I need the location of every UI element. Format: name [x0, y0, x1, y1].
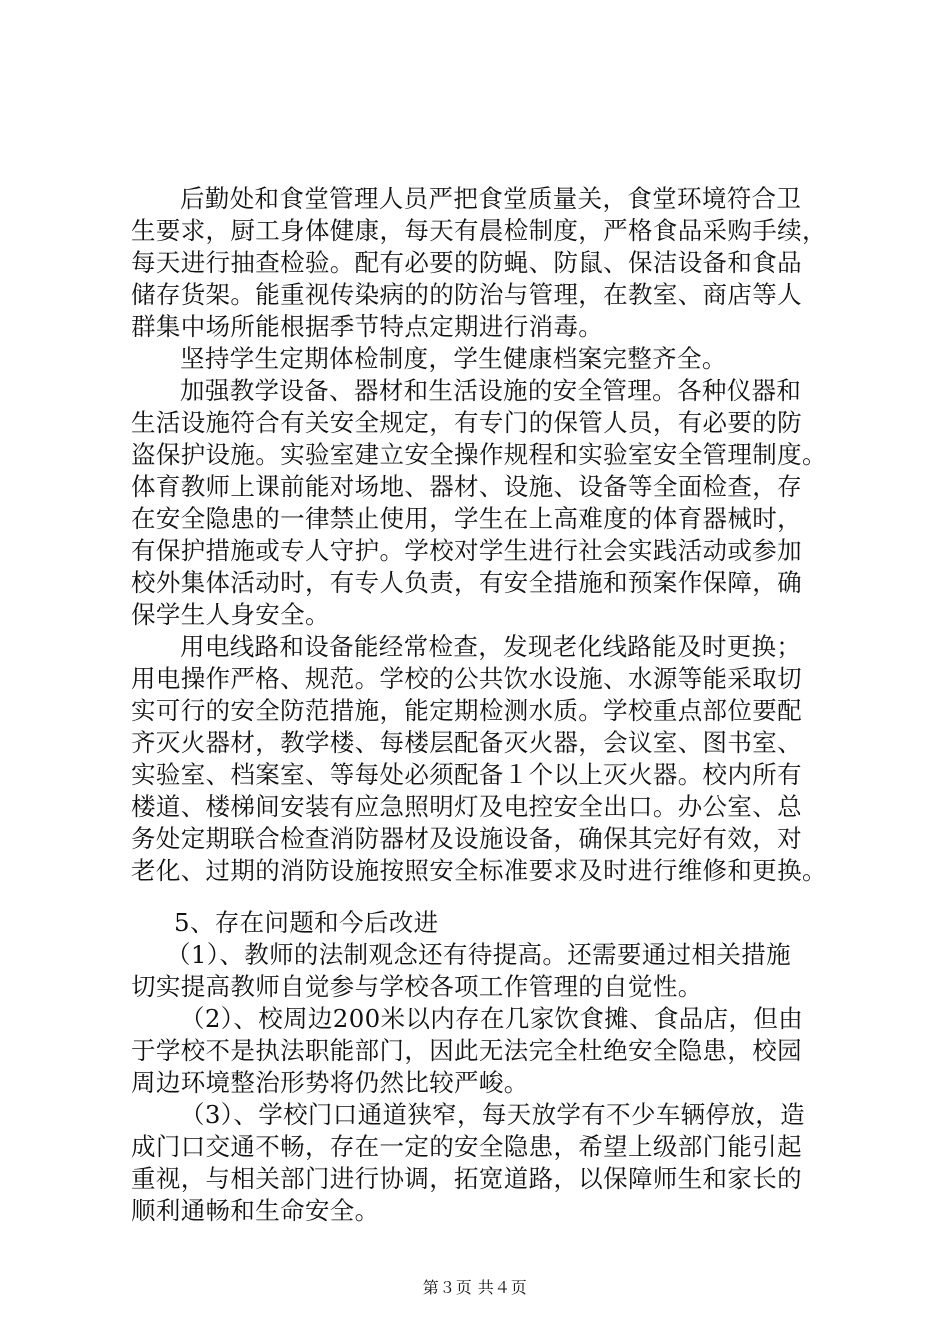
paragraph-equipment-line-2: 生活设施符合有关安全规定，有专门的保管人员，有必要的防	[131, 408, 802, 437]
issue-3-line-3: 重视，与相关部门进行协调，拓宽道路，以保障师生和家长的	[131, 1164, 802, 1193]
paragraph-canteen-line-3: 每天进行抽查检验。配有必要的防蝇、防鼠、保洁设备和食品	[131, 248, 802, 277]
paragraph-equipment-line-8: 保学生人身安全。	[131, 600, 330, 629]
paragraph-equipment-line-7: 校外集体活动时，有专人负责，有安全措施和预案作保障，确	[131, 568, 802, 597]
paragraph-fire-safety-line-6: 楼道、楼梯间安装有应急照明灯及电控安全出口。办公室、总	[131, 792, 802, 821]
issue-1-line-2: 切实提高教师自觉参与学校各项工作管理的自觉性。	[131, 972, 703, 1001]
paragraph-fire-safety-line-5: 实验室、档案室、等每处必须配备１个以上灭火器。校内所有	[131, 760, 802, 789]
issue-3-line-2: 成门口交通不畅，存在一定的安全隐患，希望上级部门能引起	[131, 1132, 802, 1161]
paragraph-fire-safety-line-7: 务处定期联合检查消防器材及设施设备，确保其完好有效，对	[131, 824, 802, 853]
paragraph-canteen-line-5: 群集中场所能根据季节特点定期进行消毒。	[131, 312, 604, 341]
paragraph-fire-safety-line-4: 齐灭火器材，教学楼、每楼层配备灭火器，会议室、图书室、	[131, 728, 802, 757]
paragraph-canteen-line-4: 储存货架。能重视传染病的的防治与管理，在教室、商店等人	[131, 280, 802, 309]
issue-3-line-4: 顺利通畅和生命安全。	[131, 1196, 380, 1225]
page-number-footer: 第３页 共４页	[422, 1278, 528, 1297]
issue-2-line-1: （2）、校周边200米以内存在几家饮食摊、食品店，但由	[180, 1004, 804, 1033]
issue-2-line-2: 于学校不是执法职能部门，因此无法完全杜绝安全隐患，校园	[131, 1036, 802, 1065]
paragraph-health-line-1: 坚持学生定期体检制度，学生健康档案完整齐全。	[180, 344, 727, 373]
issue-3-line-1: （3）、学校门口通道狭窄，每天放学有不少车辆停放，造	[180, 1100, 805, 1129]
paragraph-canteen-line-1: 后勤处和食堂管理人员严把食堂质量关，食堂环境符合卫	[180, 184, 802, 213]
paragraph-equipment-line-6: 有保护措施或专人守护。学校对学生进行社会实践活动或参加	[131, 536, 802, 565]
issue-1-line-1: （1）、教师的法制观念还有待提高。还需要通过相关措施	[166, 940, 791, 969]
issue-2-line-3: 周边环境整治形势将仍然比较严峻。	[131, 1068, 529, 1097]
paragraph-canteen-line-2: 生要求，厨工身体健康，每天有晨检制度，严格食品采购手续，	[131, 216, 827, 245]
section-heading-problems: 5、存在问题和今后改进	[174, 908, 439, 937]
paragraph-equipment-line-1: 加强教学设备、器材和生活设施的安全管理。各种仪器和	[180, 376, 802, 405]
paragraph-equipment-line-4: 体育教师上课前能对场地、器材、设施、设备等全面检查，存	[131, 472, 802, 501]
paragraph-equipment-line-3: 盗保护设施。实验室建立安全操作规程和实验室安全管理制度。	[131, 440, 827, 469]
paragraph-equipment-line-5: 在安全隐患的一律禁止使用，学生在上高难度的体育器械时，	[131, 504, 802, 533]
paragraph-fire-safety-line-3: 实可行的安全防范措施，能定期检测水质。学校重点部位要配	[131, 696, 802, 725]
paragraph-fire-safety-line-1: 用电线路和设备能经常检查，发现老化线路能及时更换；	[180, 632, 802, 661]
paragraph-fire-safety-line-8: 老化、过期的消防设施按照安全标准要求及时进行维修和更换。	[131, 856, 827, 885]
paragraph-fire-safety-line-2: 用电操作严格、规范。学校的公共饮水设施、水源等能采取切	[131, 664, 802, 693]
